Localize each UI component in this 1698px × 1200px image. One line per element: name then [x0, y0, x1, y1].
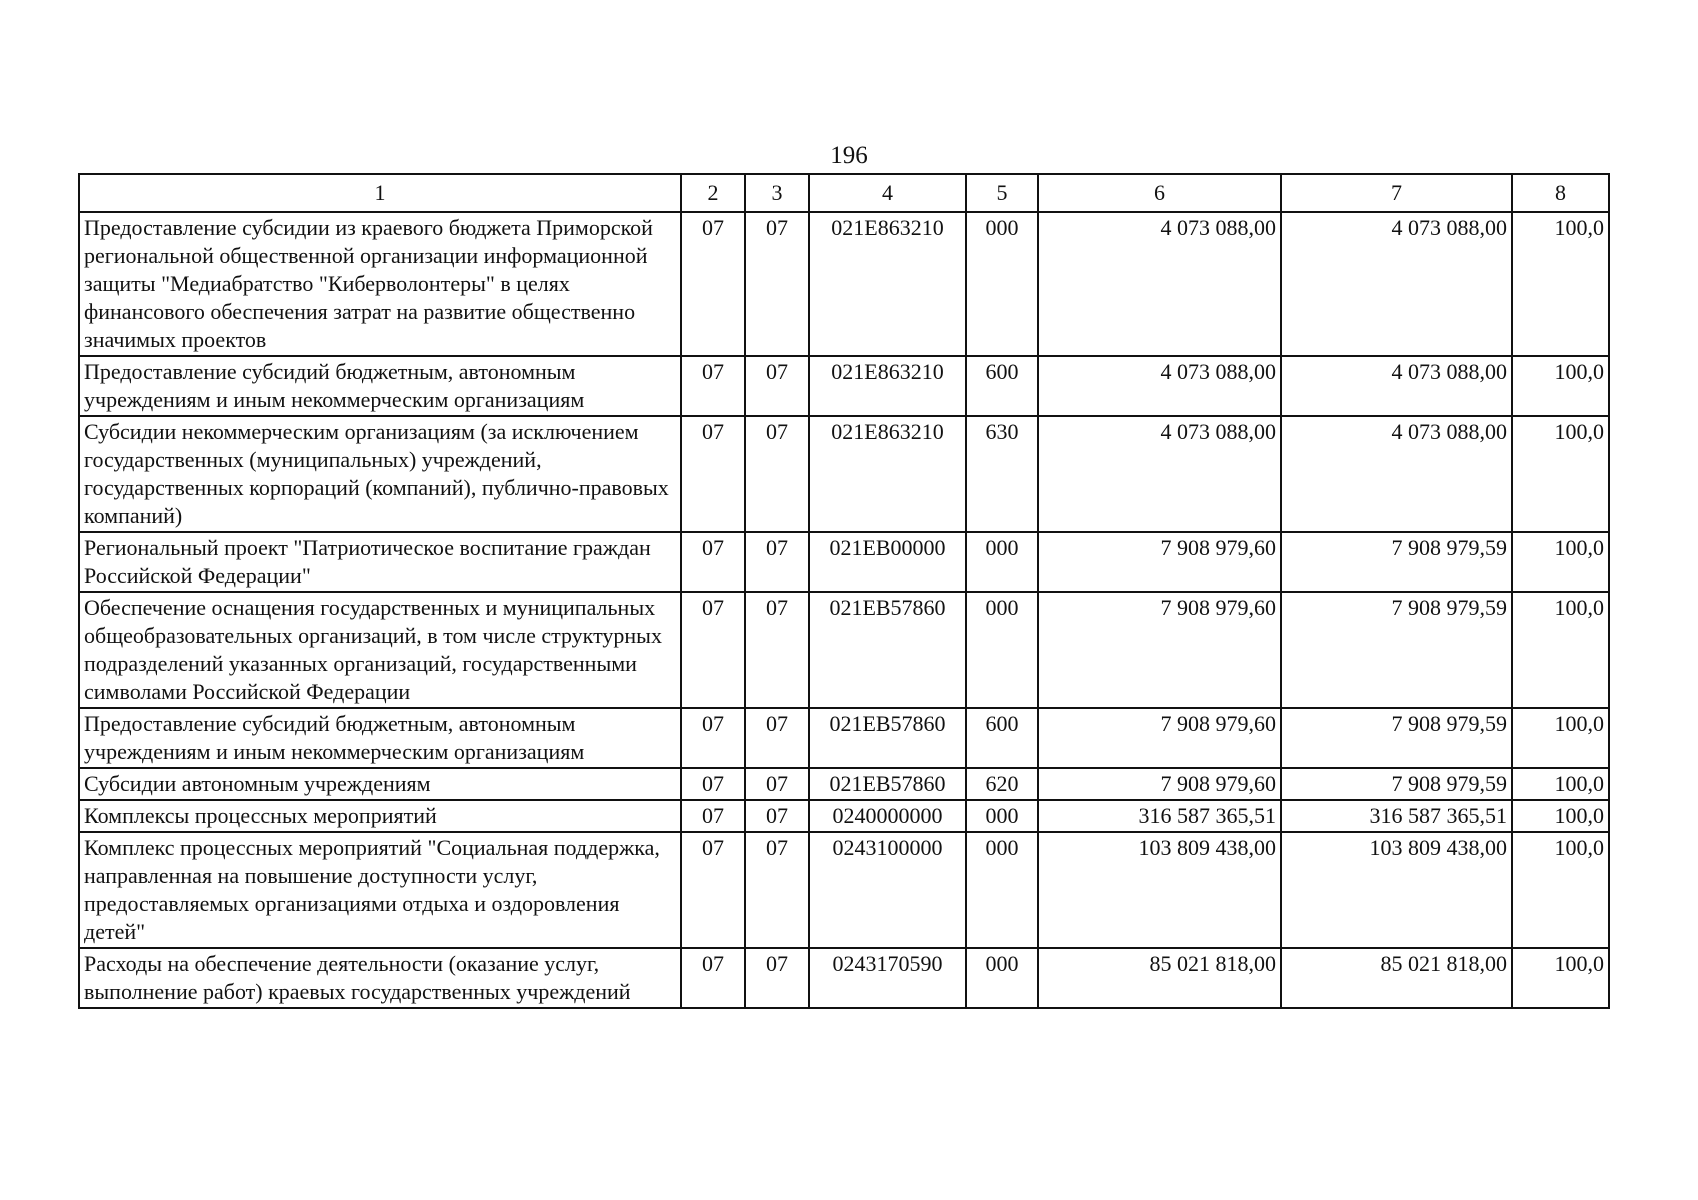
- row-section: 07: [681, 356, 745, 416]
- row-target-code: 021EB57860: [809, 708, 966, 768]
- row-section: 07: [681, 768, 745, 800]
- row-section: 07: [681, 948, 745, 1008]
- row-percent: 100,0: [1512, 532, 1609, 592]
- row-amount-actual: 4 073 088,00: [1281, 416, 1512, 532]
- table-row: [79, 212, 1609, 356]
- row-name: Предоставление субсидий бюджетным, автономным учреждениям и иным некоммерческим организациям: [79, 708, 681, 768]
- row-amount-actual: 7 908 979,59: [1281, 592, 1512, 708]
- row-amount-actual: 316 587 365,51: [1281, 800, 1512, 832]
- table-row: [79, 768, 1609, 800]
- row-expense-type: 600: [966, 708, 1038, 768]
- table-row: [79, 708, 1609, 768]
- row-amount-plan: 7 908 979,60: [1038, 532, 1281, 592]
- row-section: 07: [681, 800, 745, 832]
- row-amount-plan: 103 809 438,00: [1038, 832, 1281, 948]
- row-amount-actual: 4 073 088,00: [1281, 212, 1512, 356]
- row-amount-plan: 4 073 088,00: [1038, 356, 1281, 416]
- row-name: Расходы на обеспечение деятельности (оказание услуг, выполнение работ) краевых государственных учреждений: [79, 948, 681, 1008]
- header-col-1: 1: [79, 174, 681, 212]
- row-target-code: 0240000000: [809, 800, 966, 832]
- row-percent: 100,0: [1512, 768, 1609, 800]
- row-subsection: 07: [745, 212, 809, 356]
- row-target-code: 021EB00000: [809, 532, 966, 592]
- table-row: [79, 532, 1609, 592]
- row-subsection: 07: [745, 832, 809, 948]
- row-name: Обеспечение оснащения государственных и муниципальных общеобразовательных организаций, в том числе структурных подразделений указанных организаций, государственными символами Российской Федерации: [79, 592, 681, 708]
- row-name: Комплекс процессных мероприятий "Социальная поддержка, направленная на повышение доступности услуг, предоставляемых организациями отдыха и оздоровления детей": [79, 832, 681, 948]
- row-subsection: 07: [745, 800, 809, 832]
- row-target-code: 021E863210: [809, 416, 966, 532]
- header-col-8: 8: [1512, 174, 1609, 212]
- row-section: 07: [681, 708, 745, 768]
- row-amount-actual: 85 021 818,00: [1281, 948, 1512, 1008]
- row-expense-type: 000: [966, 532, 1038, 592]
- row-expense-type: 000: [966, 832, 1038, 948]
- row-percent: 100,0: [1512, 708, 1609, 768]
- row-target-code: 021EB57860: [809, 768, 966, 800]
- row-amount-plan: 4 073 088,00: [1038, 416, 1281, 532]
- row-expense-type: 000: [966, 212, 1038, 356]
- row-name: Региональный проект "Патриотическое воспитание граждан Российской Федерации": [79, 532, 681, 592]
- row-percent: 100,0: [1512, 356, 1609, 416]
- row-subsection: 07: [745, 768, 809, 800]
- row-amount-actual: 4 073 088,00: [1281, 356, 1512, 416]
- row-name: Субсидии автономным учреждениям: [79, 768, 681, 800]
- row-amount-plan: 7 908 979,60: [1038, 768, 1281, 800]
- row-name: Предоставление субсидии из краевого бюджета Приморской региональной общественной организации информационной защиты "Медиабратство "Киберволонтеры" в целях финансового обеспечения затрат на развитие общественно значимых проектов: [79, 212, 681, 356]
- row-amount-actual: 7 908 979,59: [1281, 768, 1512, 800]
- table-row: [79, 832, 1609, 948]
- row-subsection: 07: [745, 532, 809, 592]
- row-percent: 100,0: [1512, 212, 1609, 356]
- header-col-3: 3: [745, 174, 809, 212]
- header-col-5: 5: [966, 174, 1038, 212]
- row-subsection: 07: [745, 592, 809, 708]
- table-row: [79, 416, 1609, 532]
- row-section: 07: [681, 832, 745, 948]
- header-col-2: 2: [681, 174, 745, 212]
- row-section: 07: [681, 416, 745, 532]
- row-subsection: 07: [745, 356, 809, 416]
- row-name: Предоставление субсидий бюджетным, автономным учреждениям и иным некоммерческим организациям: [79, 356, 681, 416]
- row-expense-type: 000: [966, 592, 1038, 708]
- header-col-6: 6: [1038, 174, 1281, 212]
- row-amount-plan: 7 908 979,60: [1038, 592, 1281, 708]
- row-amount-plan: 316 587 365,51: [1038, 800, 1281, 832]
- header-row: [79, 174, 1609, 212]
- header-col-4: 4: [809, 174, 966, 212]
- row-expense-type: 630: [966, 416, 1038, 532]
- budget-table: [78, 173, 1610, 1009]
- row-percent: 100,0: [1512, 948, 1609, 1008]
- row-target-code: 0243170590: [809, 948, 966, 1008]
- row-amount-plan: 7 908 979,60: [1038, 708, 1281, 768]
- row-expense-type: 620: [966, 768, 1038, 800]
- row-target-code: 0243100000: [809, 832, 966, 948]
- row-amount-actual: 7 908 979,59: [1281, 532, 1512, 592]
- header-col-7: 7: [1281, 174, 1512, 212]
- row-target-code: 021E863210: [809, 356, 966, 416]
- row-name: Комплексы процессных мероприятий: [79, 800, 681, 832]
- table-row: [79, 948, 1609, 1008]
- row-section: 07: [681, 532, 745, 592]
- table-row: [79, 592, 1609, 708]
- row-expense-type: 600: [966, 356, 1038, 416]
- row-percent: 100,0: [1512, 416, 1609, 532]
- row-section: 07: [681, 592, 745, 708]
- row-target-code: 021EB57860: [809, 592, 966, 708]
- table-row: [79, 800, 1609, 832]
- row-percent: 100,0: [1512, 832, 1609, 948]
- row-percent: 100,0: [1512, 800, 1609, 832]
- row-amount-plan: 4 073 088,00: [1038, 212, 1281, 356]
- table-row: [79, 356, 1609, 416]
- row-expense-type: 000: [966, 800, 1038, 832]
- row-section: 07: [681, 212, 745, 356]
- row-amount-actual: 103 809 438,00: [1281, 832, 1512, 948]
- row-name: Субсидии некоммерческим организациям (за исключением государственных (муниципальных) учреждений, государственных корпораций (компаний), публично-правовых компаний): [79, 416, 681, 532]
- row-subsection: 07: [745, 416, 809, 532]
- row-target-code: 021E863210: [809, 212, 966, 356]
- row-subsection: 07: [745, 708, 809, 768]
- row-expense-type: 000: [966, 948, 1038, 1008]
- page-number: 196: [830, 142, 868, 169]
- row-percent: 100,0: [1512, 592, 1609, 708]
- row-amount-plan: 85 021 818,00: [1038, 948, 1281, 1008]
- row-subsection: 07: [745, 948, 809, 1008]
- row-amount-actual: 7 908 979,59: [1281, 708, 1512, 768]
